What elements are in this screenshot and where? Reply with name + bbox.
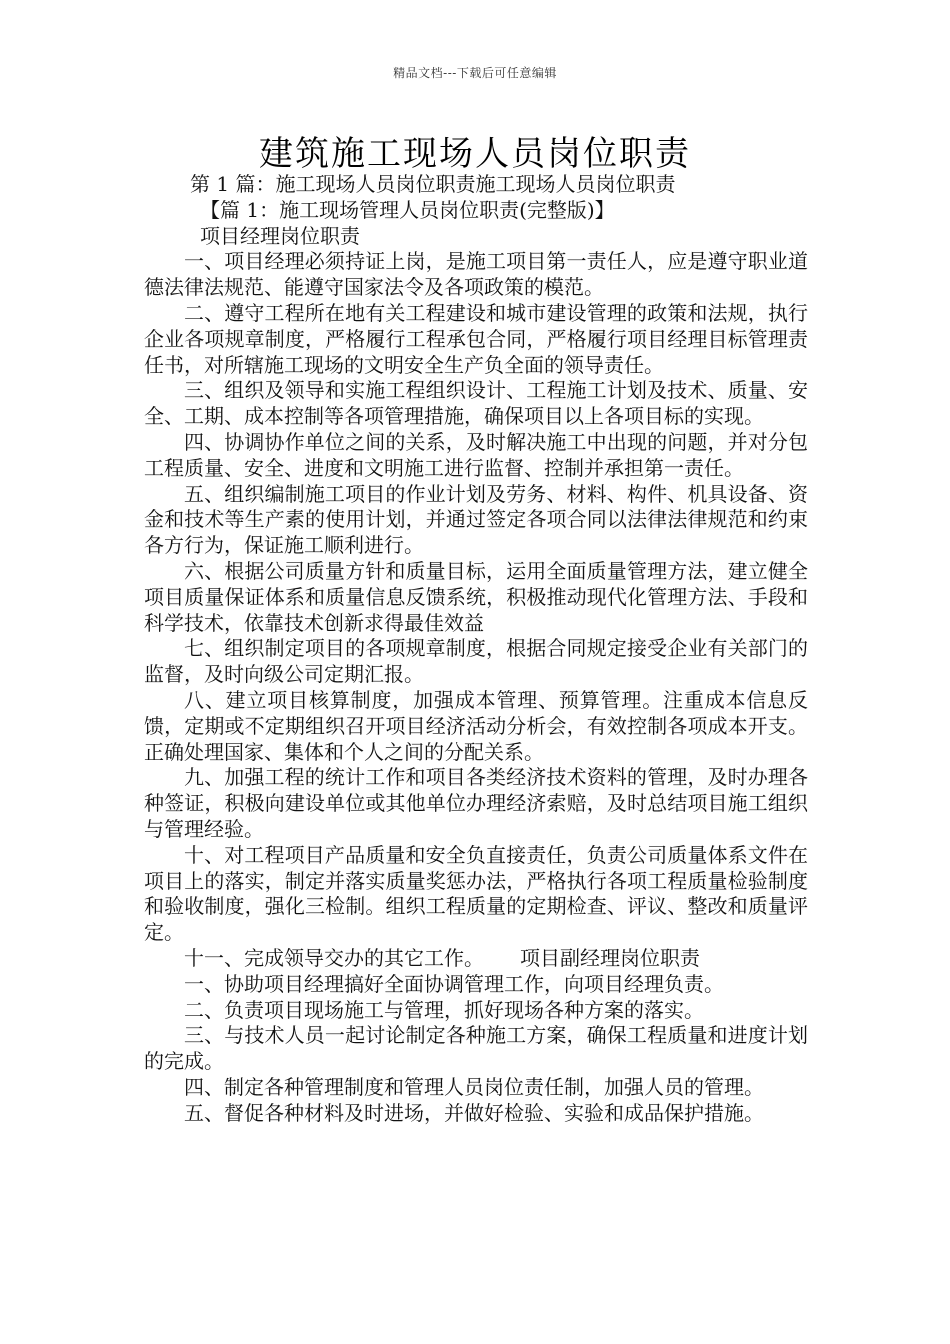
paragraph: 八、建立项目核算制度，加强成本管理、预算管理。注重成本信息反馈，定期或不定期组织召开项目经济活动分析会，有效控制各项成本开支。正确处理国家、集体和个人之间的分配关系。	[144, 687, 808, 764]
section-heading-project-manager: 项目经理岗位职责	[200, 223, 360, 248]
item-eleven: 十一、完成领导交办的其它工作。	[184, 945, 484, 970]
paragraph: 四、协调协作单位之间的关系，及时解决施工中出现的问题，并对分包工程质量、安全、进度和文明施工进行监督、控制并承担第一责任。	[144, 429, 808, 480]
page-title: 建筑施工现场人员岗位职责	[259, 134, 691, 174]
paragraph: 七、组织制定项目的各项规章制度，根据合同规定接受企业有关部门的监督，及时向级公司定期汇报。	[144, 636, 808, 687]
paragraph: 二、负责项目现场施工与管理，抓好现场各种方案的落实。	[184, 997, 704, 1022]
paragraph: 五、督促各种材料及时进场，并做好检验、实验和成品保护措施。	[184, 1100, 764, 1125]
section-heading-deputy-manager: 项目副经理岗位职责	[520, 945, 700, 970]
paragraph: 一、协助项目经理搞好全面协调管理工作，向项目经理负责。	[184, 971, 724, 996]
paragraph-with-heading	[144, 946, 808, 972]
paragraph: 二、遵守工程所在地有关工程建设和城市建设管理的政策和法规，执行企业各项规章制度，严格履行工程承包合同，严格履行项目经理目标管理责任书，对所辖施工现场的文明安全生产负全面的领导责任。	[144, 300, 808, 377]
paragraph: 三、组织及领导和实施工程组织设计、工程施工计划及技术、质量、安全、工期、成本控制等各项管理措施，确保项目以上各项目标的实现。	[144, 378, 808, 429]
paragraph: 三、与技术人员一起讨论制定各种施工方案，确保工程质量和进度计划的完成。	[144, 1023, 808, 1074]
paragraph: 四、制定各种管理制度和管理人员岗位责任制，加强人员的管理。	[184, 1074, 764, 1099]
bracket-title: 【篇 1：施工现场管理人员岗位职责(完整版)】	[200, 197, 615, 222]
paragraph: 六、根据公司质量方针和质量目标，运用全面质量管理方法，建立健全项目质量保证体系和质量信息反馈系统，积极推动现代化管理方法、手段和科学技术，依靠技术创新求得最佳效益	[144, 558, 808, 635]
paragraph: 九、加强工程的统计工作和项目各类经济技术资料的管理，及时办理各种签证，积极向建设单位或其他单位办理经济索赔，及时总结项目施工组织与管理经验。	[144, 765, 808, 841]
paragraph: 十、对工程项目产品质量和安全负直接责任，负责公司质量体系文件在项目上的落实，制定并落实质量奖惩办法，严格执行各项工程质量检验制度和验收制度，强化三检制。组织工程质量的定期检查、评议、整改和质量评定。	[144, 842, 808, 945]
document-body	[144, 172, 808, 1126]
paragraph: 一、项目经理必须持证上岗，是施工项目第一责任人，应是遵守职业道德法律法规范、能遵守国家法令及各项政策的模范。	[144, 249, 808, 300]
header-note: 精品文档---下载后可任意编辑	[393, 66, 557, 80]
paragraph: 五、组织编制施工项目的作业计划及劳务、材料、构件、机具设备、资金和技术等生产素的使用计划，并通过签定各项合同以法律法律规范和约束各方行为，保证施工顺利进行。	[144, 481, 808, 558]
chapter-subtitle: 第 1 篇：施工现场人员岗位职责施工现场人员岗位职责	[190, 172, 676, 196]
